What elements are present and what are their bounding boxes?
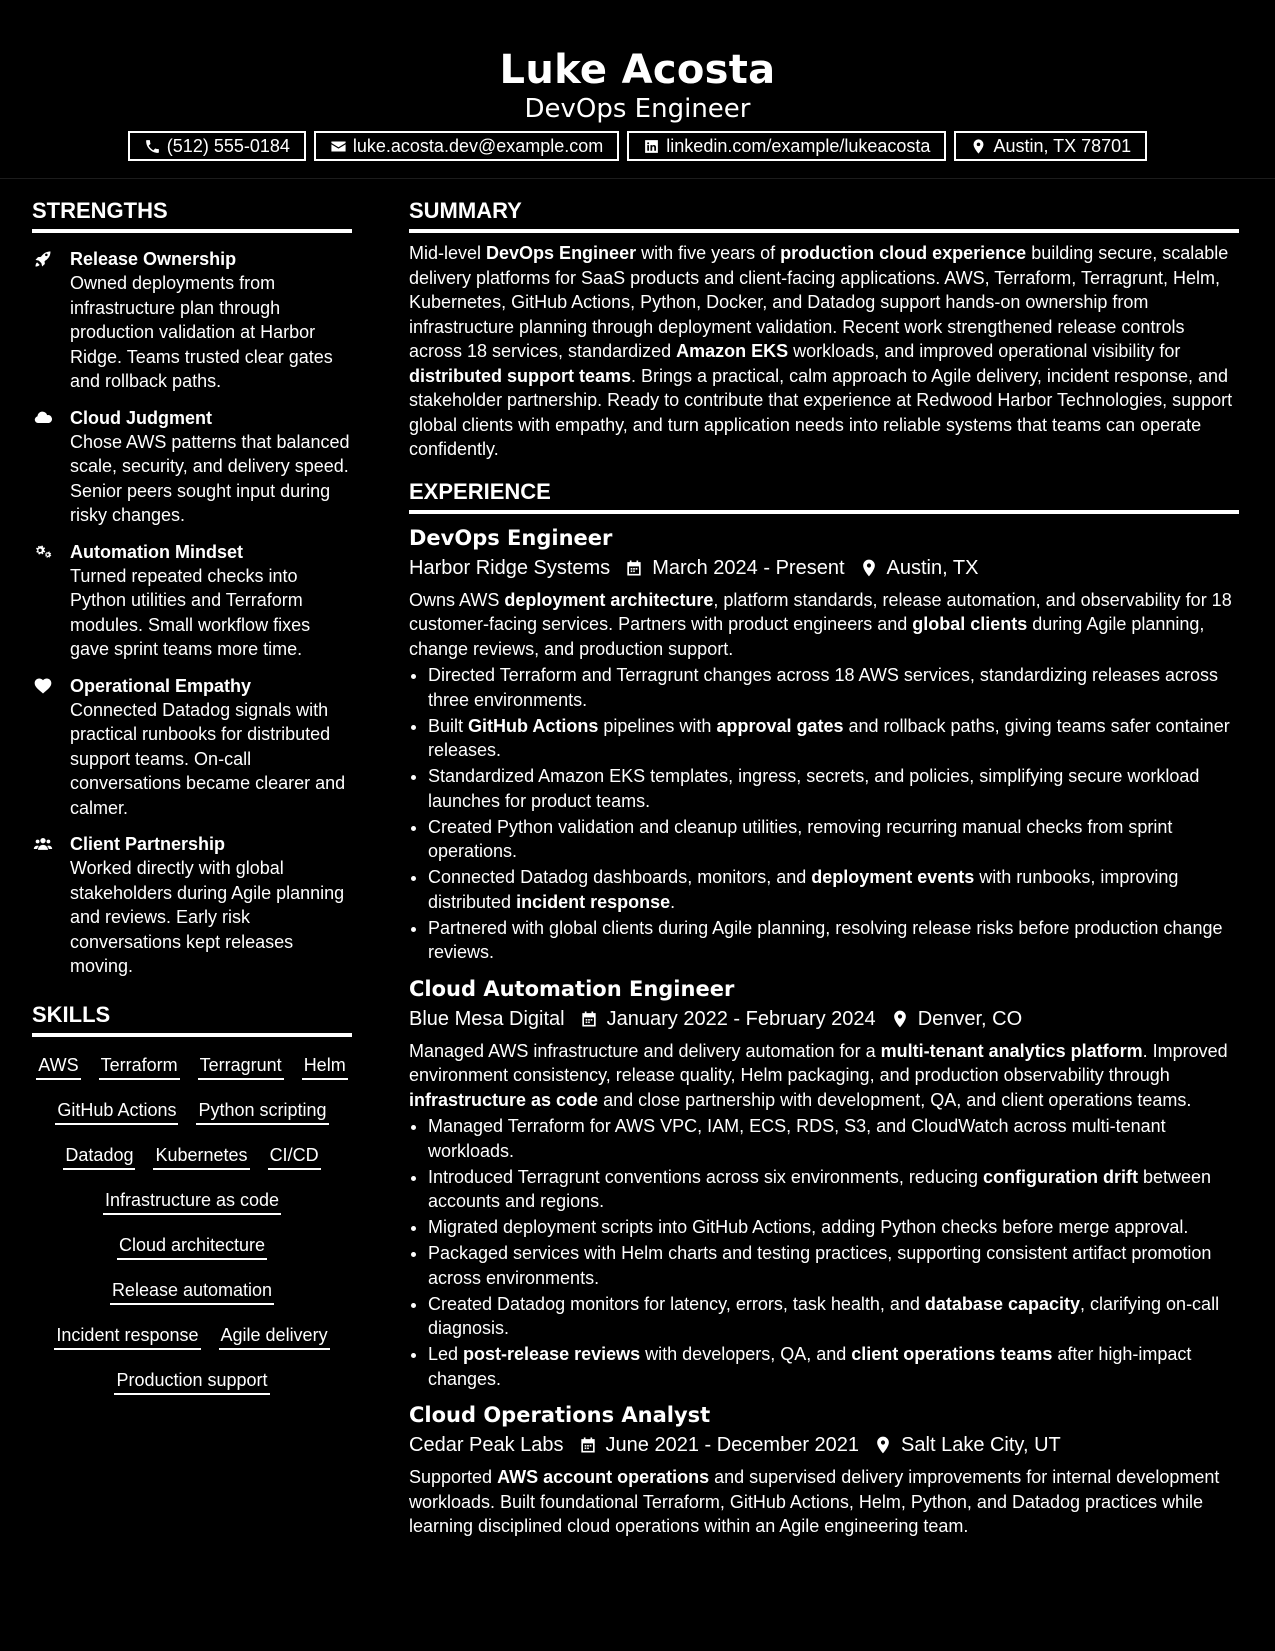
job-meta	[409, 1005, 1239, 1033]
experience-section	[409, 478, 1239, 1539]
gears-icon	[32, 540, 70, 662]
calendar-icon	[610, 558, 652, 578]
skills-row	[32, 1279, 352, 1305]
job-description	[409, 1465, 1239, 1539]
cloud-icon	[32, 406, 70, 528]
bullet-item	[428, 1215, 1239, 1240]
skill-tag: GitHub Actions	[55, 1099, 178, 1125]
bold-phrase: multi-tenant analytics platform	[880, 1040, 1143, 1061]
skill-tag: Cloud architecture	[117, 1234, 267, 1260]
candidate-title: DevOps Engineer	[524, 94, 751, 124]
strength-description: Worked directly with global stakeholders during Agile planning and reviews. Early risk conversations kept releases moving.	[70, 858, 345, 976]
strength-item	[32, 406, 352, 528]
text-run: between accounts and regions.	[428, 1166, 1212, 1211]
text-run: Led	[428, 1344, 464, 1364]
text-run: Directed Terraform and Terragrunt changes across 18 AWS services, standardizing releases across three environments.	[428, 665, 1219, 710]
text-run: . Improved environment consistency, release quality, Helm packaging, and production observability through	[409, 1040, 1228, 1085]
text-run: .	[670, 891, 676, 912]
strength-title: Cloud Judgment	[70, 407, 212, 428]
strength-title: Client Partnership	[70, 834, 226, 854]
bold-phrase: deployment architecture	[504, 589, 714, 610]
job-location: Salt Lake City, UT	[901, 1434, 1061, 1456]
calendar-icon	[564, 1435, 606, 1455]
right-column	[409, 197, 1239, 1539]
resume-body	[0, 179, 1275, 1651]
job-location: Denver, CO	[917, 1007, 1023, 1030]
bold-phrase: distributed support teams	[409, 365, 632, 386]
job-meta	[409, 554, 1239, 582]
strength-description: Chose AWS patterns that balanced scale, security, and delivery speed. Senior peers sought input during risky changes.	[70, 431, 350, 525]
strength-body	[70, 832, 352, 979]
skill-tag: Terraform	[99, 1054, 180, 1080]
candidate-name: Luke Acosta	[499, 47, 776, 93]
skills-row	[32, 1144, 352, 1170]
bullet-item	[428, 1342, 1239, 1391]
skill-tag: AWS	[36, 1054, 80, 1080]
text-run: with developers, QA, and	[640, 1344, 852, 1364]
linkedin-icon	[643, 138, 660, 155]
text-run: Created Datadog monitors for latency, errors, task health, and	[428, 1293, 925, 1314]
bold-phrase: deployment events	[811, 867, 975, 887]
map-pin-icon	[876, 1009, 918, 1029]
skill-tag: Kubernetes	[153, 1144, 249, 1170]
skills-row	[32, 1189, 352, 1215]
job-entry	[409, 1401, 1239, 1539]
skill-tag: CI/CD	[268, 1144, 321, 1170]
linkedin-text: linkedin.com/example/lukeacosta	[666, 136, 931, 156]
text-run: building secure, scalable delivery platforms for SaaS products and client-facing applications. AWS, Terraform, Terragrunt, Helm, Kubernetes, GitHub Actions, Python, Docker, and Datadog support hands-on ownership from infrastructure planning through deployment validation. Recent work strengthened release controls across 18 services, standardized	[409, 243, 1229, 361]
contact-location	[954, 131, 1147, 161]
bold-phrase: DevOps Engineer	[486, 243, 637, 263]
text-run: Standardized Amazon EKS templates, ingress, secrets, and policies, simplifying secure workload launches for product teams.	[428, 766, 1200, 811]
job-dates: June 2021 - December 2021	[605, 1434, 860, 1456]
bold-phrase: GitHub Actions	[468, 715, 599, 736]
map-pin-icon	[859, 1435, 901, 1455]
text-run: Packaged services with Helm charts and testing practices, supporting consistent artifact promotion across environments.	[428, 1243, 1212, 1288]
contact-bar	[0, 131, 1275, 161]
job-bullets	[409, 1114, 1239, 1391]
skills-row	[32, 1099, 352, 1125]
job-bullets	[409, 663, 1239, 965]
bold-phrase: configuration drift	[982, 1166, 1138, 1187]
location-text: Austin, TX 78701	[993, 136, 1132, 156]
skill-tag: Release automation	[110, 1279, 274, 1305]
left-column	[32, 197, 352, 1395]
strength-item	[32, 247, 352, 394]
job-entry	[409, 975, 1239, 1392]
strengths-list	[32, 247, 352, 979]
text-run: with five years of	[636, 243, 781, 263]
strength-body	[70, 674, 352, 821]
bold-phrase: post-release reviews	[463, 1344, 641, 1364]
envelope-icon	[330, 138, 347, 155]
skill-tag: Incident response	[54, 1324, 200, 1350]
text-run: . Brings a practical, calm approach to Agile delivery, incident response, and stakeholder partnership. Ready to contribute that experience at Redwood Harbor Technologies, support global clients with empathy, and turn application needs into reliable systems that teams can operate confidently.	[409, 365, 1233, 459]
jobs-list	[409, 524, 1239, 1539]
strength-item	[32, 540, 352, 662]
heart-icon	[32, 674, 70, 821]
contact-linkedin[interactable]	[627, 131, 946, 161]
bullet-item	[428, 764, 1239, 813]
strength-description: Connected Datadog signals with practical runbooks for distributed support teams. On-call conversations became clearer and calmer.	[70, 699, 346, 818]
calendar-icon	[565, 1009, 607, 1029]
job-title: DevOps Engineer	[409, 525, 613, 550]
skills-list	[32, 1037, 352, 1395]
strength-title: Operational Empathy	[70, 675, 252, 696]
text-run: Created Python validation and cleanup utilities, removing recurring manual checks from sprint operations.	[428, 816, 1173, 861]
skill-tag: Infrastructure as code	[103, 1189, 281, 1215]
skills-row	[32, 1054, 352, 1080]
bullet-item	[428, 916, 1239, 965]
email-text: luke.acosta.dev@example.com	[352, 136, 604, 156]
summary-text	[409, 241, 1239, 462]
company-name: Blue Mesa Digital	[409, 1007, 565, 1030]
job-description	[409, 588, 1239, 662]
text-run: Owns AWS	[409, 589, 505, 610]
skills-heading: SKILLS	[32, 1001, 352, 1037]
text-run: Managed AWS infrastructure and delivery automation for a	[409, 1040, 881, 1061]
text-run: workloads, and improved operational visibility for	[788, 341, 1181, 361]
text-run: and rollback paths, giving teams safer container releases.	[428, 715, 1230, 760]
job-dates: January 2022 - February 2024	[606, 1007, 876, 1030]
bullet-item	[428, 865, 1239, 914]
bold-phrase: production cloud experience	[780, 243, 1027, 263]
experience-heading: EXPERIENCE	[409, 478, 1239, 514]
text-run: Managed Terraform for AWS VPC, IAM, ECS, RDS, S3, and CloudWatch across multi-tenant workloads.	[428, 1116, 1166, 1161]
skills-row	[32, 1324, 352, 1350]
phone-icon	[144, 138, 161, 155]
company-name: Cedar Peak Labs	[409, 1434, 564, 1456]
bold-phrase: AWS account operations	[497, 1467, 710, 1487]
strength-item	[32, 832, 352, 979]
strengths-heading: STRENGTHS	[32, 197, 352, 233]
strength-title: Automation Mindset	[70, 541, 243, 562]
job-dates: March 2024 - Present	[652, 556, 845, 579]
phone-text: (512) 555-0184	[166, 136, 290, 156]
text-run: Built	[428, 715, 469, 736]
skills-row	[32, 1234, 352, 1260]
summary-heading: SUMMARY	[409, 197, 1239, 233]
resume-header	[0, 0, 1275, 179]
text-run: , clarifying on-call diagnosis.	[428, 1293, 1220, 1338]
text-run: and close partnership with development, QA, and client operations teams.	[598, 1089, 1192, 1110]
skill-tag: Helm	[302, 1054, 348, 1080]
strength-description: Turned repeated checks into Python utilities and Terraform modules. Small workflow fixes gave sprint teams more time.	[70, 565, 311, 659]
text-run: Supported	[409, 1467, 498, 1487]
text-run: during Agile planning, change reviews, and production support.	[409, 614, 1205, 659]
strength-body	[70, 247, 352, 394]
bold-phrase: approval gates	[716, 715, 844, 736]
text-run: , platform standards, release automation, and observability for 18 customer-facing services. Partners with product engineers and	[409, 589, 1232, 634]
map-pin-icon	[970, 138, 987, 155]
bullet-item	[428, 1241, 1239, 1290]
text-run: and supervised delivery improvements for internal development workloads. Built foundational Terraform, GitHub Actions, Helm, Python, and Datadog practices while learning disciplined cloud operations within an Agile engineering team.	[409, 1467, 1220, 1536]
skills-section	[32, 1001, 352, 1395]
bullet-item	[428, 714, 1239, 763]
bullet-item	[428, 1114, 1239, 1163]
strength-item	[32, 674, 352, 821]
bullet-item	[428, 815, 1239, 864]
job-meta	[409, 1431, 1239, 1459]
bullet-item	[428, 663, 1239, 712]
bold-phrase: database capacity	[924, 1293, 1081, 1314]
skill-tag: Agile delivery	[219, 1324, 330, 1350]
text-run: with runbooks, improving distributed	[428, 867, 1179, 912]
company-name: Harbor Ridge Systems	[409, 556, 611, 579]
contact-email[interactable]	[314, 131, 619, 161]
text-run: pipelines with	[598, 715, 717, 736]
skills-row	[32, 1369, 352, 1395]
bold-phrase: client operations teams	[851, 1344, 1053, 1364]
skill-tag: Production support	[114, 1369, 269, 1395]
bold-phrase: infrastructure as code	[409, 1089, 599, 1110]
text-run: after high-impact changes.	[428, 1344, 1192, 1389]
strength-body	[70, 540, 352, 662]
job-location: Austin, TX	[886, 556, 979, 579]
map-pin-icon	[845, 558, 887, 578]
bold-phrase: incident response	[516, 891, 671, 912]
users-icon	[32, 832, 70, 979]
strength-body	[70, 406, 352, 528]
bold-phrase: global clients	[912, 614, 1028, 634]
strength-description: Owned deployments from infrastructure plan through production validation at Harbor Ridge. Teams trusted clear gates and rollback paths.	[70, 273, 333, 391]
job-entry	[409, 524, 1239, 965]
bullet-item	[428, 1165, 1239, 1214]
strength-title: Release Ownership	[70, 249, 237, 269]
skill-tag: Python scripting	[196, 1099, 328, 1125]
text-run: Connected Datadog dashboards, monitors, and	[428, 867, 812, 887]
skill-tag: Terragrunt	[198, 1054, 284, 1080]
bullet-item	[428, 1292, 1239, 1341]
text-run: Mid-level	[409, 243, 487, 263]
rocket-icon	[32, 247, 70, 394]
job-title: Cloud Automation Engineer	[409, 976, 735, 1001]
contact-phone[interactable]	[128, 131, 306, 161]
bold-phrase: Amazon EKS	[676, 341, 789, 361]
job-title: Cloud Operations Analyst	[409, 1403, 711, 1427]
text-run: Partnered with global clients during Agile planning, resolving release risks before production change reviews.	[428, 917, 1223, 962]
text-run: Migrated deployment scripts into GitHub Actions, adding Python checks before merge approval.	[428, 1217, 1189, 1237]
skill-tag: Datadog	[63, 1144, 135, 1170]
job-description	[409, 1039, 1239, 1113]
text-run: Introduced Terragrunt conventions across six environments, reducing	[428, 1166, 983, 1187]
